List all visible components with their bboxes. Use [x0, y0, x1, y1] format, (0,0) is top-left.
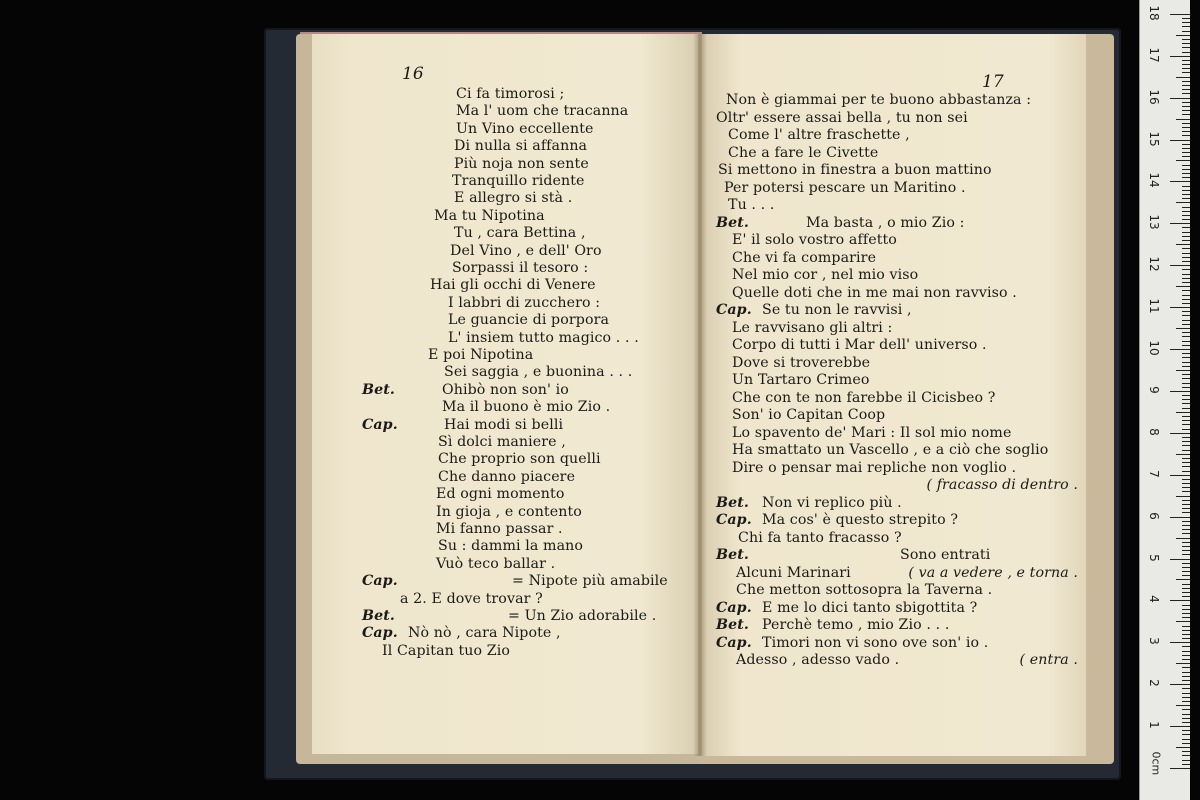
ruler-tick [1182, 64, 1190, 65]
ruler-tick [1182, 211, 1190, 212]
ruler-tick [1176, 454, 1190, 455]
ruler-tick [1182, 722, 1190, 723]
ruler-tick [1170, 517, 1190, 518]
right-text-line: Son' io Capitan Coop [732, 407, 886, 423]
right-text-line: Si mettono in finestra a buon mattino [718, 162, 992, 178]
ruler-tick [1182, 173, 1190, 174]
ruler-tick [1182, 190, 1190, 191]
left-text-line: Ci fa timorosi ; [456, 86, 565, 102]
ruler-tick [1182, 563, 1190, 564]
ruler-tick [1182, 491, 1190, 492]
ruler-tick [1182, 282, 1190, 283]
ruler-tick [1182, 81, 1190, 82]
ruler-tick [1182, 215, 1190, 216]
left-text-line: Ma tu Nipotina [434, 207, 545, 224]
ruler-tick [1182, 52, 1190, 53]
ruler-tick [1182, 278, 1190, 279]
ruler-tick [1182, 399, 1190, 400]
ruler-tick [1182, 232, 1190, 233]
ruler-tick [1182, 31, 1190, 32]
ruler-tick [1182, 529, 1190, 530]
right-speaker: Cap. [716, 302, 752, 318]
ruler-tick [1182, 592, 1190, 593]
ruler-tick [1176, 77, 1190, 78]
ruler-tick [1176, 663, 1190, 664]
right-text-line: Che a fare le Civette [728, 144, 879, 161]
right-speaker: Bet. [716, 214, 749, 231]
right-speaker: Bet. [716, 617, 749, 633]
ruler-number: 3 [1147, 637, 1161, 646]
ruler-tick [1182, 680, 1190, 681]
ruler-tick [1182, 445, 1190, 446]
ruler-tick [1182, 697, 1190, 698]
left-text-line: Nò nò , cara Nipote , [408, 625, 561, 642]
right-text-line: Ma cos' è questo strepito ? [762, 512, 959, 528]
ruler-tick [1176, 119, 1190, 120]
ruler-tick [1182, 659, 1190, 660]
ruler-tick [1182, 508, 1190, 509]
left-speaker: Bet. [362, 608, 395, 624]
left-text-line: Ohibò non son' io [442, 381, 569, 398]
right-text-line: Oltr' essere assai bella , tu non sei [716, 109, 968, 126]
ruler-tick [1182, 655, 1190, 656]
left-text-line: Ed ogni momento [436, 486, 565, 503]
ruler-tick [1182, 315, 1190, 316]
ruler-tick [1170, 56, 1190, 57]
ruler-tick [1182, 253, 1190, 254]
ruler-tick [1182, 617, 1190, 618]
ruler-tick [1182, 458, 1190, 459]
right-text-line: Un Tartaro Crimeo [732, 372, 870, 388]
ruler-tick [1182, 362, 1190, 363]
ruler-tick [1182, 383, 1190, 384]
ruler-tick [1182, 131, 1190, 132]
right-text-line: E' il solo vostro affetto [732, 232, 897, 248]
ruler-tick [1182, 584, 1190, 585]
ruler-tick [1182, 290, 1190, 291]
ruler-tick [1182, 127, 1190, 128]
left-text-line: Che proprio son quelli [438, 451, 601, 468]
ruler-tick [1182, 236, 1190, 237]
ruler-tick [1182, 374, 1190, 375]
ruler-tick [1176, 621, 1190, 622]
ruler-number: 14 [1147, 172, 1161, 189]
left-text-line: In gioja , e contento [436, 503, 582, 520]
ruler-number: 6 [1147, 511, 1161, 520]
ruler-tick [1182, 219, 1190, 220]
ruler-tick [1182, 613, 1190, 614]
left-text-line: I labbri di zucchero : [448, 294, 601, 311]
ruler-tick [1182, 303, 1190, 304]
ruler-tick [1182, 424, 1190, 425]
left-text-line: Un Vino eccellente [456, 120, 594, 137]
ruler-tick [1182, 248, 1190, 249]
ruler-tick [1176, 579, 1190, 580]
left-text-line: L' insiem tutto magico . . . [448, 329, 639, 346]
ruler-tick [1182, 353, 1190, 354]
ruler-tick [1182, 441, 1190, 442]
ruler-tick [1182, 676, 1190, 677]
right-text-line: Che vi fa comparire [732, 249, 877, 266]
ruler-number: 5 [1147, 553, 1161, 562]
ruler-tick [1170, 684, 1190, 685]
ruler-tick [1170, 600, 1190, 601]
left-text-line: E poi Nipotina [428, 347, 534, 363]
ruler-tick [1182, 152, 1190, 153]
right-text-line: Ma basta , o mio Zio : [806, 214, 965, 231]
ruler-tick [1176, 286, 1190, 287]
right-text-line: Che metton sottosopra la Taverna . [736, 582, 993, 598]
ruler-tick [1182, 755, 1190, 756]
ruler-tick [1170, 307, 1190, 308]
ruler-tick [1176, 538, 1190, 539]
ruler-tick [1182, 760, 1190, 761]
ruler-tick [1182, 106, 1190, 107]
right-speaker: Cap. [716, 512, 752, 528]
right-stage-direction: ( fracasso di dentro . [926, 477, 1078, 493]
ruler-tick [1182, 366, 1190, 367]
ruler-tick [1182, 567, 1190, 568]
left-text-line: = Un Zio adorabile . [508, 608, 657, 624]
left-page-number: 16 [402, 64, 424, 84]
left-text-line: Sì dolci maniere , [438, 434, 566, 450]
right-speaker: Cap. [716, 634, 752, 651]
ruler-tick [1182, 345, 1190, 346]
left-text-line: E allegro si stà . [454, 190, 573, 207]
ruler-tick [1182, 701, 1190, 702]
ruler-tick [1182, 420, 1190, 421]
ruler-tick [1182, 416, 1190, 417]
ruler-tick [1170, 265, 1190, 266]
ruler-tick [1182, 533, 1190, 534]
ruler-tick [1182, 68, 1190, 69]
ruler-tick [1182, 408, 1190, 409]
ruler-number: 13 [1147, 214, 1161, 230]
ruler-tick [1182, 18, 1190, 19]
ruler-tick [1182, 102, 1190, 103]
ruler-tick [1170, 349, 1190, 350]
ruler-tick [1170, 559, 1190, 560]
ruler-tick [1182, 114, 1190, 115]
left-text-line: Vuò teco ballar . [436, 555, 556, 572]
right-text-line: Non è giammai per te buono abbastanza : [726, 92, 1032, 108]
ruler-number: 4 [1147, 595, 1161, 604]
ruler-tick [1182, 320, 1190, 321]
ruler-tick [1182, 546, 1190, 547]
right-text-line: Quelle doti che in me mai non ravviso . [732, 284, 1017, 301]
ruler-tick [1182, 734, 1190, 735]
left-text-line: = Nipote più amabile [512, 573, 668, 590]
ruler-tick [1182, 500, 1190, 501]
left-text-line: Il Capitan tuo Zio [382, 642, 511, 659]
ruler-tick [1170, 223, 1190, 224]
ruler-tick [1182, 198, 1190, 199]
ruler-tick [1182, 156, 1190, 157]
ruler-tick [1182, 596, 1190, 597]
ruler-tick [1182, 144, 1190, 145]
right-page [702, 34, 1086, 756]
ruler-tick [1182, 571, 1190, 572]
ruler-tick [1182, 299, 1190, 300]
left-page [312, 34, 698, 754]
ruler-tick [1182, 26, 1190, 27]
ruler-tick [1182, 638, 1190, 639]
ruler-tick [1182, 169, 1190, 170]
book-gutter [693, 34, 707, 756]
ruler-tick [1182, 177, 1190, 178]
ruler-tick [1182, 148, 1190, 149]
ruler-tick [1182, 630, 1190, 631]
ruler-tick [1182, 60, 1190, 61]
ruler-tick [1170, 726, 1190, 727]
ruler-tick [1182, 39, 1190, 40]
ruler-tick [1170, 98, 1190, 99]
right-text-line: Le ravvisano gli altri : [732, 319, 893, 336]
ruler-tick [1182, 403, 1190, 404]
right-text-line: Sono entrati [900, 547, 991, 563]
right-text-line: Ha smattato un Vascello , e a ciò che soglio [732, 442, 1049, 458]
right-text-line: Adesso , adesso vado . [736, 652, 900, 668]
ruler-tick [1182, 165, 1190, 166]
ruler-tick [1182, 357, 1190, 358]
ruler-tick [1182, 739, 1190, 740]
ruler-tick [1182, 588, 1190, 589]
ruler-tick [1182, 257, 1190, 258]
ruler-number: 12 [1147, 256, 1161, 272]
ruler-tick [1182, 718, 1190, 719]
right-speaker: Cap. [716, 599, 752, 616]
ruler-tick [1182, 634, 1190, 635]
left-text-line: a 2. E dove trovar ? [400, 590, 543, 607]
ruler-tick [1176, 160, 1190, 161]
ruler-tick [1182, 525, 1190, 526]
left-speaker: Bet. [362, 381, 395, 398]
ruler-tick [1170, 475, 1190, 476]
left-speaker: Cap. [362, 416, 398, 433]
ruler-number: 7 [1147, 469, 1161, 478]
left-text-line: Più noja non sente [454, 155, 589, 172]
ruler-tick [1182, 93, 1190, 94]
ruler-tick [1182, 512, 1190, 513]
right-stage-direction: ( va a vedere , e torna . [908, 564, 1078, 581]
right-page-number: 17 [982, 72, 1004, 92]
ruler-tick [1182, 605, 1190, 606]
left-text-line: Sei saggia , e buonina . . . [444, 364, 633, 381]
ruler-tick [1182, 274, 1190, 275]
ruler-tick [1182, 332, 1190, 333]
left-text-line: Le guancie di porpora [448, 312, 610, 329]
left-text-line: Del Vino , e dell' Oro [450, 242, 602, 259]
ruler-tick [1182, 437, 1190, 438]
ruler-tick [1182, 110, 1190, 111]
measuring-ruler [1139, 0, 1190, 800]
ruler-tick [1182, 504, 1190, 505]
ruler-tick [1182, 688, 1190, 689]
ruler-tick [1182, 521, 1190, 522]
right-text-line: Lo spavento de' Mari : Il sol mio nome [732, 424, 1012, 441]
ruler-tick [1176, 202, 1190, 203]
ruler-number: 16 [1147, 88, 1161, 105]
ruler-tick [1176, 747, 1190, 748]
right-text-line: Nel mio cor , nel mio viso [732, 267, 919, 283]
ruler-tick [1182, 89, 1190, 90]
ruler-tick [1182, 764, 1190, 765]
ruler-number: 15 [1147, 130, 1161, 147]
ruler-tick [1182, 479, 1190, 480]
right-stage-direction: ( entra . [1019, 652, 1078, 668]
ruler-tick [1176, 705, 1190, 706]
ruler-tick [1182, 487, 1190, 488]
right-speaker: Bet. [716, 494, 749, 511]
ruler-tick [1182, 311, 1190, 312]
ruler-tick [1176, 35, 1190, 36]
ruler-tick [1182, 324, 1190, 325]
right-text-line: E me lo dici tanto sbigottita ? [762, 599, 978, 616]
left-text-line: Ma l' uom che tracanna [456, 103, 629, 120]
right-text-line: Dire o pensar mai repliche non voglio . [732, 459, 1017, 476]
ruler-tick [1170, 181, 1190, 182]
left-speaker: Cap. [362, 573, 398, 590]
right-text-line: Tu . . . [728, 197, 775, 213]
left-text-line: Di nulla si affanna [454, 138, 588, 155]
ruler-tick [1182, 730, 1190, 731]
ruler-tick [1176, 370, 1190, 371]
ruler-tick [1182, 395, 1190, 396]
ruler-tick [1182, 450, 1190, 451]
ruler-tick [1182, 693, 1190, 694]
right-text-line: Non vi replico più . [762, 494, 902, 511]
ruler-tick [1182, 466, 1190, 467]
ruler-tick [1182, 240, 1190, 241]
ruler-tick [1182, 471, 1190, 472]
ruler-number: 9 [1147, 386, 1161, 394]
ruler-number: 2 [1147, 679, 1161, 687]
left-speaker: Cap. [362, 625, 398, 642]
right-text-line: Che con te non farebbe il Cicisbeo ? [732, 389, 996, 406]
ruler-tick [1182, 336, 1190, 337]
ruler-tick [1182, 626, 1190, 627]
left-text-line: Ma il buono è mio Zio . [442, 399, 611, 416]
ruler-number: 17 [1147, 47, 1161, 63]
ruler-tick [1182, 186, 1190, 187]
left-text-line: Tranquillo ridente [452, 173, 585, 189]
ruler-number: 18 [1147, 5, 1161, 21]
ruler-tick [1182, 85, 1190, 86]
ruler-tick [1170, 14, 1190, 15]
ruler-tick [1182, 542, 1190, 543]
ruler-tick [1182, 123, 1190, 124]
ruler-tick [1182, 672, 1190, 673]
right-text-line: Perchè temo , mio Zio . . . [762, 617, 950, 633]
ruler-tick [1182, 646, 1190, 647]
ruler-tick [1182, 269, 1190, 270]
ruler-tick [1170, 433, 1190, 434]
ruler-tick [1182, 709, 1190, 710]
right-speaker: Bet. [716, 547, 749, 563]
ruler-tick [1176, 244, 1190, 245]
right-text-line: Timori non vi sono ove son' io . [762, 634, 989, 651]
ruler-tick [1182, 194, 1190, 195]
ruler-tick [1182, 651, 1190, 652]
right-text-line: Se tu non le ravvisi , [762, 302, 912, 318]
ruler-tick [1182, 550, 1190, 551]
ruler-tick [1182, 261, 1190, 262]
ruler-tick [1182, 743, 1190, 744]
right-text-line: Corpo di tutti i Mar dell' universo . [732, 337, 987, 353]
left-text-line: Tu , cara Bettina , [454, 225, 586, 242]
ruler-tick [1182, 554, 1190, 555]
ruler-number: 1 [1147, 721, 1161, 729]
left-text-line: Hai gli occhi di Venere [430, 277, 596, 294]
right-text-line: Dove si troverebbe [732, 354, 871, 371]
ruler-tick [1182, 751, 1190, 752]
ruler-tick [1182, 483, 1190, 484]
ruler-tick [1170, 768, 1190, 769]
ruler-tick [1176, 496, 1190, 497]
right-text-line: Per potersi pescare un Maritino . [724, 179, 966, 196]
ruler-tick [1182, 462, 1190, 463]
ruler-number: 8 [1147, 427, 1161, 436]
right-text-line: Come l' altre fraschette , [728, 127, 910, 143]
ruler-tick [1182, 22, 1190, 23]
ruler-tick [1182, 667, 1190, 668]
ruler-tick [1182, 429, 1190, 430]
ruler-tick [1182, 714, 1190, 715]
ruler-number: 11 [1147, 298, 1161, 314]
ruler-tick [1182, 378, 1190, 379]
ruler-tick [1176, 412, 1190, 413]
ruler-tick [1170, 140, 1190, 141]
ruler-tick [1182, 43, 1190, 44]
right-text-line: Chi fa tanto fracasso ? [738, 529, 902, 546]
ruler-number: 10 [1147, 340, 1161, 356]
ruler-tick [1182, 135, 1190, 136]
ruler-tick [1182, 295, 1190, 296]
ruler-unit-label: 0cm [1149, 751, 1163, 776]
left-text-line: Sorpassi il tesoro : [452, 260, 589, 276]
ruler-tick [1182, 227, 1190, 228]
ruler-tick [1182, 47, 1190, 48]
ruler-tick [1170, 391, 1190, 392]
ruler-tick [1182, 72, 1190, 73]
left-text-line: Che danno piacere [438, 468, 576, 485]
ruler-tick [1182, 609, 1190, 610]
left-text-line: Su : dammi la mano [438, 538, 584, 555]
ruler-tick [1182, 575, 1190, 576]
ruler-tick [1176, 328, 1190, 329]
ruler-tick [1182, 387, 1190, 388]
right-text-line: Alcuni Marinari [736, 564, 851, 581]
left-text-line: Mi fanno passar . [436, 521, 563, 537]
ruler-tick [1182, 207, 1190, 208]
left-text-line: Hai modi si belli [444, 416, 564, 433]
ruler-tick [1170, 642, 1190, 643]
ruler-tick [1182, 341, 1190, 342]
